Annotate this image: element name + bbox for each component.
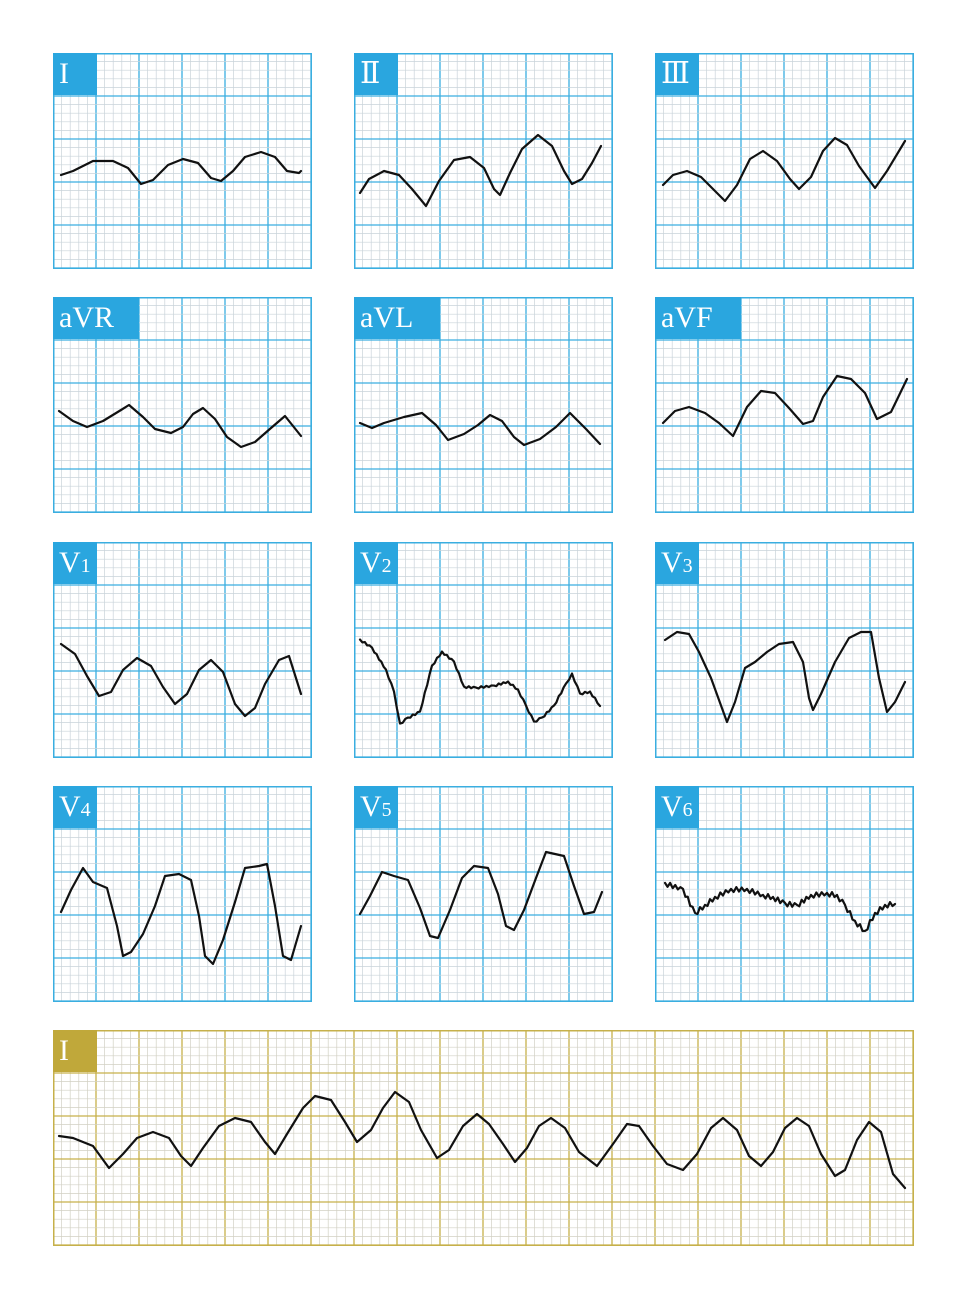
lead-label [354, 297, 440, 339]
lead-label-text: I [59, 1034, 69, 1067]
ecg-trace [59, 1092, 905, 1188]
lead-label [53, 786, 97, 828]
ecg-trace [61, 864, 301, 964]
ecg-panel-lead-v3 [655, 542, 914, 758]
ecg-panel-lead-v4 [53, 786, 312, 1002]
lead-label [53, 53, 97, 95]
lead-label [53, 297, 139, 339]
ecg-trace [360, 135, 601, 206]
ecg-rhythm-strip-lead-i [53, 1030, 914, 1246]
lead-label [655, 53, 699, 95]
ecg-panel-lead-avl [354, 297, 613, 513]
ecg-grid-rhythm-strip [53, 1030, 914, 1246]
ecg-panel-lead-v2 [354, 542, 613, 758]
lead-label [655, 297, 741, 339]
lead-label-sub: 5 [381, 799, 392, 821]
ecg-panel-lead-v5 [354, 786, 613, 1002]
lead-label [354, 53, 398, 95]
ecg-panel-lead-v1 [53, 542, 312, 758]
lead-label-text: V [59, 790, 81, 823]
lead-label-text: aVR [59, 301, 114, 334]
lead-label-sub: 4 [80, 799, 91, 821]
lead-label-text: aVL [360, 301, 414, 334]
lead-label-text: V [360, 790, 382, 823]
lead-label [53, 1030, 97, 1072]
ecg-panel-lead-avr [53, 297, 312, 513]
ecg-panel-lead-avf [655, 297, 914, 513]
lead-label-text: I [59, 57, 69, 90]
lead-label-sub: 2 [381, 555, 392, 577]
lead-label [53, 542, 97, 584]
ecg-panel-lead-i [53, 53, 312, 269]
lead-label-sub: 1 [80, 555, 91, 577]
lead-label-text: V [360, 546, 382, 579]
ecg-trace [360, 852, 602, 938]
ecg-panel-lead-v6 [655, 786, 914, 1002]
lead-label-text: aVF [661, 301, 713, 334]
lead-label-sub: 6 [682, 799, 693, 821]
ecg-panel-lead-ii [354, 53, 613, 269]
lead-label-text: Ⅱ [360, 57, 381, 90]
ecg-trace [61, 152, 301, 184]
ecg-trace [360, 640, 600, 724]
lead-label [655, 542, 699, 584]
lead-label-text: V [59, 546, 81, 579]
lead-label [354, 542, 398, 584]
ecg-panel-lead-iii [655, 53, 914, 269]
lead-label-text: V [661, 790, 683, 823]
lead-label [655, 786, 699, 828]
lead-label-sub: 3 [682, 555, 693, 577]
lead-label-text: V [661, 546, 683, 579]
ecg-trace [360, 413, 600, 445]
grid-lines [53, 1030, 914, 1246]
lead-label [354, 786, 398, 828]
lead-label-text: Ⅲ [661, 57, 690, 90]
